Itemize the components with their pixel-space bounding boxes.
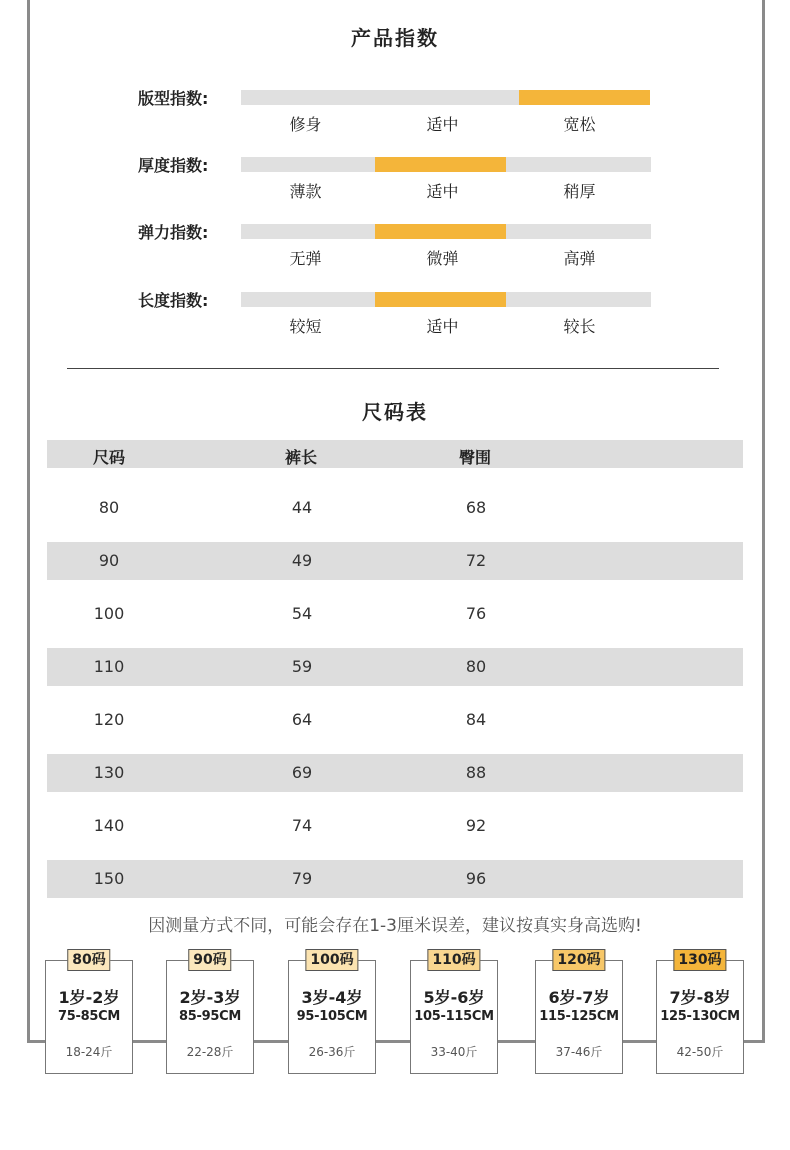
table-cell: 49 [291, 551, 313, 570]
card-height: 125-130CM [660, 1009, 740, 1024]
card-height: 75-85CM [58, 1009, 120, 1024]
index-option: 稍厚 [563, 182, 596, 201]
table-cell: 74 [291, 816, 313, 835]
index-row [0, 157, 790, 207]
index-option: 宽松 [563, 115, 596, 134]
size-badge: 90码 [188, 949, 231, 971]
index-bar-segment [241, 292, 375, 307]
table-cell: 68 [465, 498, 487, 517]
table-row [47, 754, 743, 792]
table-row [47, 489, 743, 527]
index-bar-segment [506, 224, 651, 239]
table-cell: 79 [291, 869, 313, 888]
index-bar-segment [519, 90, 650, 105]
size-badge: 120码 [552, 949, 605, 971]
product-index-title: 产品指数 [351, 26, 439, 50]
index-bar-segment [241, 157, 375, 172]
index-option: 较长 [563, 317, 596, 336]
card-height: 85-95CM [179, 1009, 241, 1024]
index-row [0, 90, 790, 140]
table-row [47, 807, 743, 845]
index-bar-segment [375, 224, 506, 239]
card-age: 6岁-7岁 [548, 988, 610, 1007]
table-cell: 44 [291, 498, 313, 517]
size-table-header [47, 440, 743, 468]
card-weight: 42-50斤 [676, 1045, 724, 1059]
table-cell: 88 [465, 763, 487, 782]
table-cell: 59 [291, 657, 313, 676]
table-cell: 80 [465, 657, 487, 676]
index-bar-segment [506, 292, 651, 307]
table-row [47, 648, 743, 686]
header-hip: 臀围 [459, 448, 492, 467]
index-option: 高弹 [563, 249, 596, 268]
size-table-title: 尺码表 [362, 400, 428, 424]
table-cell: 64 [291, 710, 313, 729]
card-weight: 26-36斤 [308, 1045, 356, 1059]
index-bar-segment [241, 224, 375, 239]
card-age: 2岁-3岁 [179, 988, 241, 1007]
index-label: 弹力指数: [138, 223, 209, 242]
table-cell: 54 [291, 604, 313, 623]
table-row [47, 701, 743, 739]
size-card [166, 952, 254, 1074]
index-option: 适中 [426, 115, 459, 134]
card-weight: 33-40斤 [430, 1045, 478, 1059]
table-cell: 84 [465, 710, 487, 729]
header-size: 尺码 [93, 448, 126, 467]
card-age: 1岁-2岁 [58, 988, 120, 1007]
card-height: 105-115CM [414, 1009, 494, 1024]
table-cell: 90 [98, 551, 120, 570]
size-card [45, 952, 133, 1074]
table-cell: 110 [93, 657, 125, 676]
index-row [0, 292, 790, 342]
table-cell: 96 [465, 869, 487, 888]
table-cell: 80 [98, 498, 120, 517]
measurement-note: 因测量方式不同，可能会存在1-3厘米误差，建议按真实身高选购! [148, 916, 642, 936]
index-label: 版型指数: [138, 89, 209, 108]
index-bar-segment [375, 90, 519, 105]
card-weight: 18-24斤 [65, 1045, 113, 1059]
card-age: 5岁-6岁 [423, 988, 485, 1007]
card-age: 7岁-8岁 [669, 988, 731, 1007]
card-weight: 22-28斤 [186, 1045, 234, 1059]
table-row [47, 860, 743, 898]
table-row [47, 542, 743, 580]
index-option: 适中 [426, 317, 459, 336]
size-badge: 100码 [305, 949, 358, 971]
table-row [47, 595, 743, 633]
index-bar-segment [241, 90, 375, 105]
index-bar-segment [506, 157, 651, 172]
section-divider [67, 368, 719, 369]
table-cell: 92 [465, 816, 487, 835]
table-cell: 150 [93, 869, 125, 888]
size-badge: 130码 [673, 949, 726, 971]
index-option: 较短 [289, 317, 322, 336]
header-length: 裤长 [285, 448, 318, 467]
table-cell: 69 [291, 763, 313, 782]
size-card [656, 952, 744, 1074]
index-bar-segment [375, 157, 506, 172]
index-option: 适中 [426, 182, 459, 201]
card-age: 3岁-4岁 [301, 988, 363, 1007]
table-cell: 100 [93, 604, 125, 623]
size-card [410, 952, 498, 1074]
table-cell: 120 [93, 710, 125, 729]
index-option: 微弹 [426, 249, 459, 268]
index-option: 无弹 [289, 249, 322, 268]
table-cell: 72 [465, 551, 487, 570]
index-row [0, 224, 790, 274]
size-card [288, 952, 376, 1074]
size-card [535, 952, 623, 1074]
card-height: 115-125CM [539, 1009, 619, 1024]
card-weight: 37-46斤 [555, 1045, 603, 1059]
index-option: 薄款 [289, 182, 322, 201]
index-option: 修身 [289, 115, 322, 134]
index-label: 厚度指数: [138, 156, 209, 175]
size-badge: 110码 [427, 949, 480, 971]
table-cell: 76 [465, 604, 487, 623]
table-cell: 130 [93, 763, 125, 782]
card-height: 95-105CM [296, 1009, 368, 1024]
size-badge: 80码 [67, 949, 110, 971]
index-label: 长度指数: [138, 291, 209, 310]
table-cell: 140 [93, 816, 125, 835]
index-bar-segment [375, 292, 506, 307]
